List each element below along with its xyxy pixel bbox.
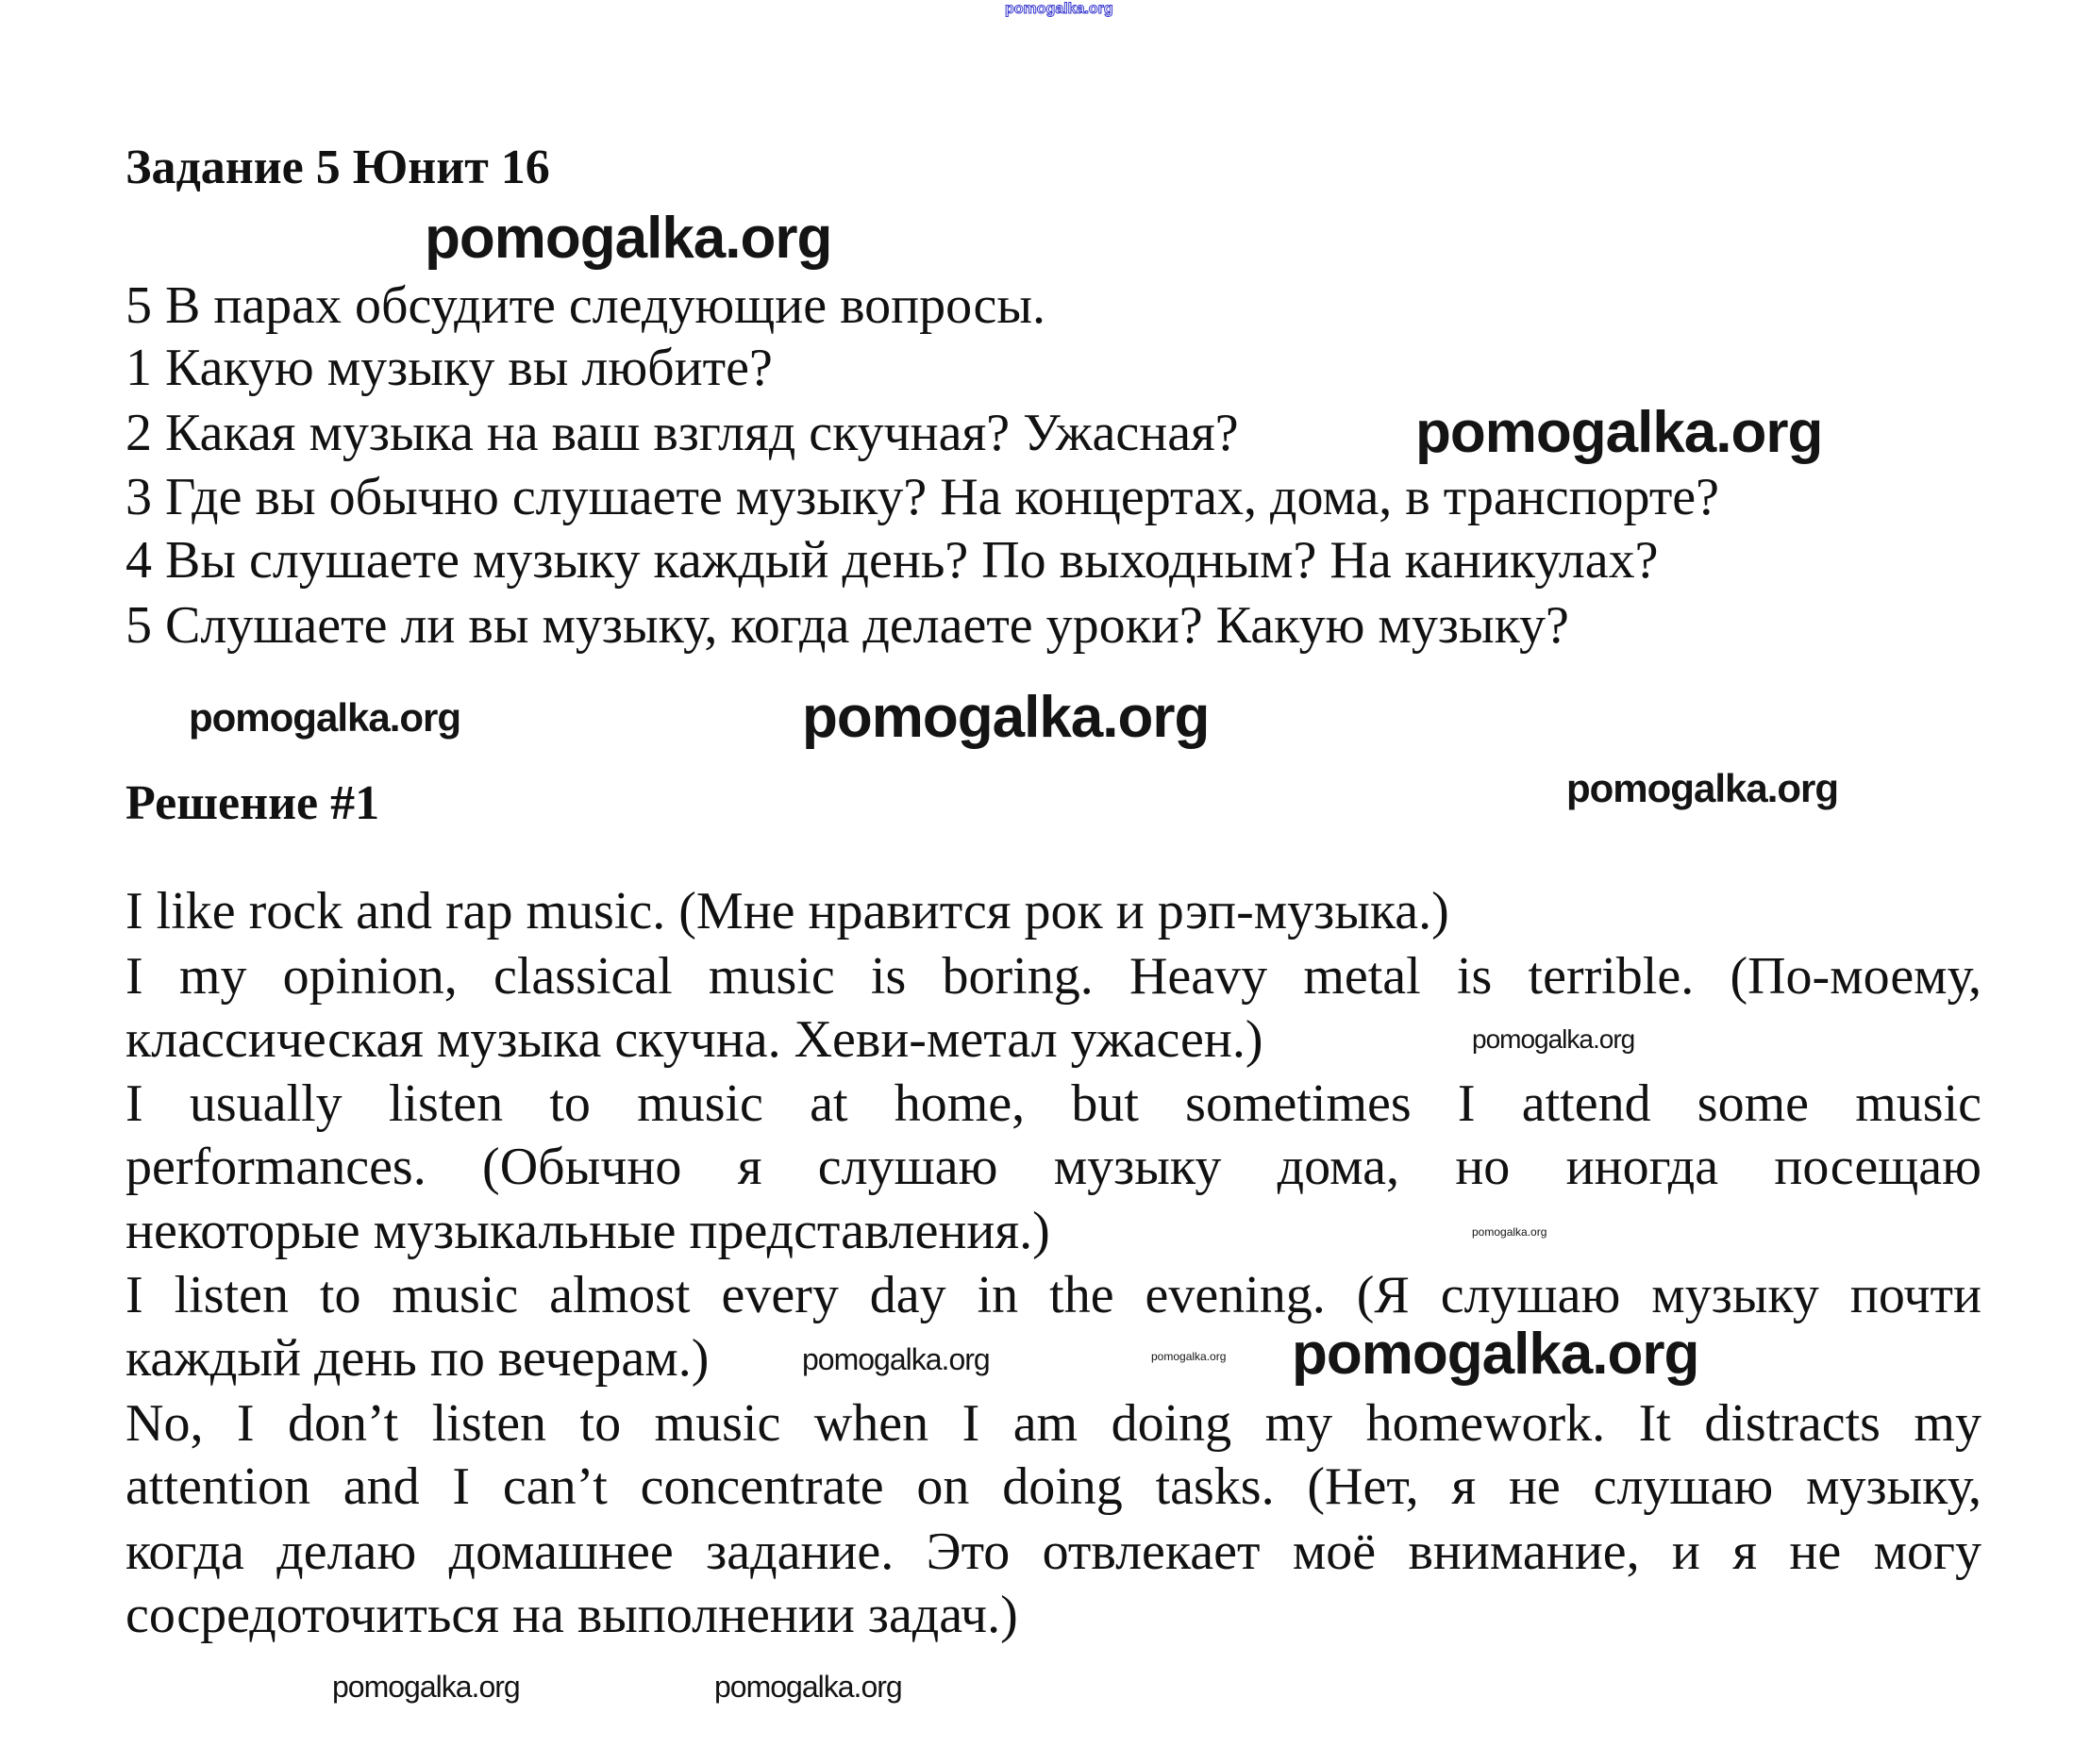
watermark: pomogalka.org [1472, 1225, 1547, 1239]
page-title: Задание 5 Юнит 16 [125, 141, 550, 194]
question-4: 4 Вы слушаете музыку каждый день? По выходным? На каникулах? [125, 531, 1659, 590]
answer-line: каждый день по вечерам.) [125, 1329, 710, 1388]
answer-line: когда делаю домашнее задание. Это отвлекает моё внимание, и я не могу [125, 1523, 1981, 1581]
task-intro: 5 В парах обсудите следующие вопросы. [125, 276, 1045, 335]
answer-line: I my opinion, classical music is boring. Heavy metal is terrible. (По-моему, [125, 947, 1981, 1006]
watermark: pomogalka.org [1415, 400, 1823, 465]
solution-title: Решение #1 [125, 776, 380, 830]
watermark: pomogalka.org [425, 206, 832, 271]
answer-line: I usually listen to music at home, but sometimes I attend some music [125, 1074, 1981, 1133]
answer-line: классическая музыка скучна. Хеви-метал ужасен.) [125, 1010, 1263, 1069]
watermark: pomogalka.org [1292, 1322, 1699, 1387]
question-2: 2 Какая музыка на ваш взгляд скучная? Ужасная? [125, 404, 1239, 462]
answer-line: I like rock and rap music. (Мне нравится рок и рэп-музыка.) [125, 882, 1449, 940]
question-1: 1 Какую музыку вы любите? [125, 339, 773, 397]
answer-line: performances. (Обычно я слушаю музыку дома, но иногда посещаю [125, 1138, 1981, 1196]
watermark: pomogalka.org [802, 1342, 990, 1376]
watermark: pomogalka.org [189, 695, 461, 740]
watermark: pomogalka.org [1566, 766, 1839, 810]
watermark: pomogalka.org [714, 1670, 902, 1704]
question-5: 5 Слушаете ли вы музыку, когда делаете уроки? Какую музыку? [125, 596, 1569, 655]
watermark-top: pomogalka.org [1005, 1, 1113, 17]
watermark: pomogalka.org [1472, 1024, 1635, 1054]
answer-line: attention and I can’t concentrate on doing tasks. (Нет, я не слушаю музыку, [125, 1457, 1981, 1516]
answer-line: I listen to music almost every day in the evening. (Я слушаю музыку почти [125, 1266, 1981, 1324]
watermark: pomogalka.org [802, 685, 1210, 750]
answer-line: некоторые музыкальные представления.) [125, 1202, 1050, 1260]
watermark: pomogalka.org [1151, 1350, 1227, 1363]
question-3: 3 Где вы обычно слушаете музыку? На концертах, дома, в транспорте? [125, 468, 1719, 526]
answer-line: сосредоточиться на выполнении задач.) [125, 1586, 1018, 1644]
answer-line: No, I don’t listen to music when I am doing my homework. It distracts my [125, 1394, 1981, 1453]
watermark: pomogalka.org [332, 1670, 520, 1704]
